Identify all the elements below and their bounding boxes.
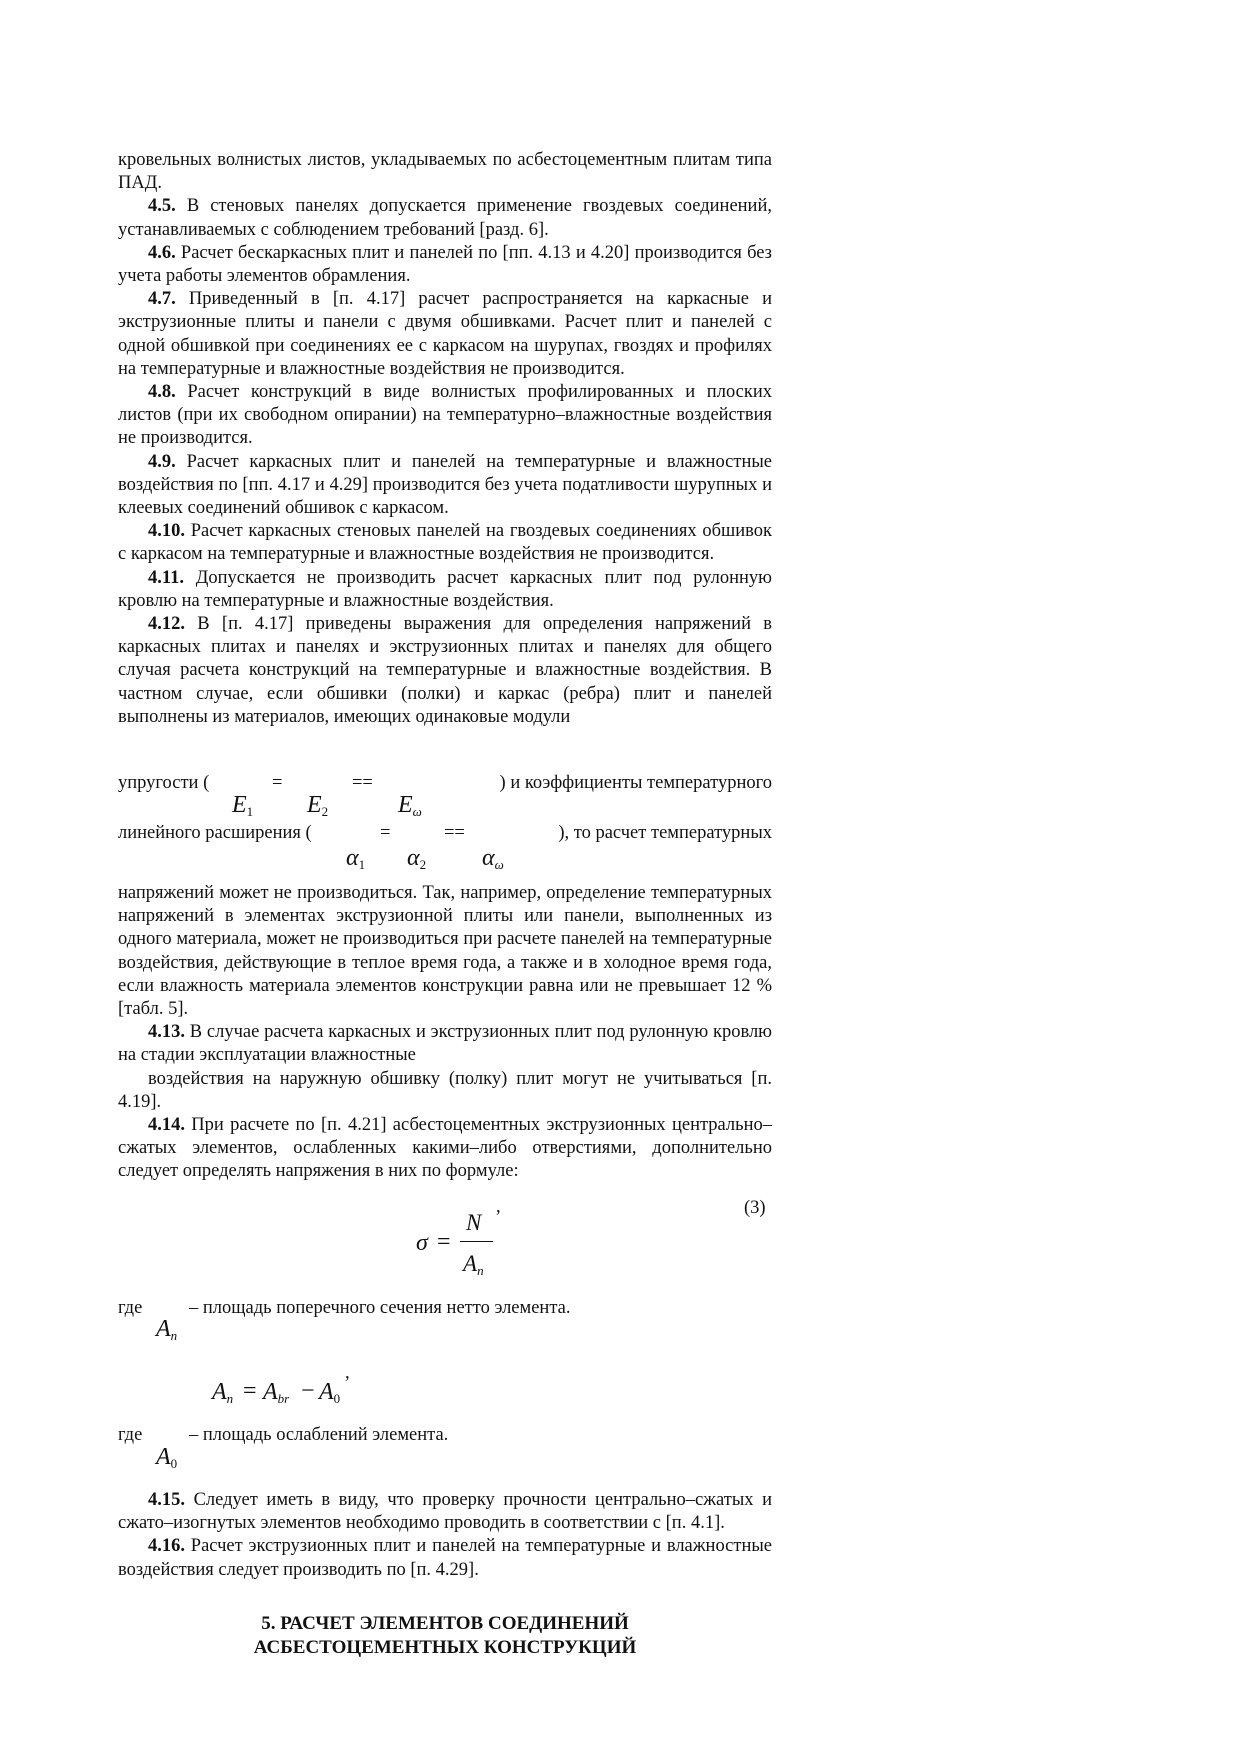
formula-3-denominator: An bbox=[463, 1251, 484, 1278]
formula-3-sigma: σ bbox=[416, 1230, 428, 1256]
line-elasticity-right: ) и коэффициенты температурного bbox=[499, 773, 772, 793]
where-1-label: где bbox=[118, 1298, 143, 1318]
line-elasticity-eq1: = bbox=[272, 773, 283, 793]
paragraph-4-13: 4.13. В случае расчета каркасных и экструзионных плит под рулонную кровлю на стадии эксплуатации влажностные bbox=[118, 1022, 772, 1066]
paragraph-4-5: 4.5. В стеновых панелях допускается применение гвоздевых соединений, устанавливаемых с соблюдением требований [разд. 6]. bbox=[118, 196, 772, 240]
formula-3-numerator: N bbox=[466, 1210, 482, 1235]
formula-3-equals: = bbox=[437, 1229, 451, 1255]
section-heading-5 bbox=[118, 1612, 772, 1659]
paragraph-4-8: 4.8. Расчет конструкций в виде волнистых профилированных и плоских листов (при их свободном опирании) на температурно–влажностные воздействия не производится. bbox=[118, 382, 772, 449]
line-expansion-eq2: == bbox=[444, 823, 465, 843]
line-elasticity-left: упругости ( bbox=[118, 773, 210, 793]
var-e1: E1 bbox=[232, 792, 254, 819]
formula-3-comma: , bbox=[496, 1197, 501, 1217]
line-expansion-right: ), то расчет температурных bbox=[558, 823, 772, 843]
paragraph-4-4-continued: кровельных волнистых листов, укладываемых по асбестоцементным плитам типа ПАД. bbox=[118, 150, 772, 194]
section-heading-line-1: 5. РАСЧЕТ ЭЛЕМЕНТОВ СОЕДИНЕНИЙ bbox=[261, 1613, 629, 1634]
paragraph-4-6: 4.6. Расчет бескаркасных плит и панелей по [пп. 4.13 и 4.20] производится без учета работы элементов обрамления. bbox=[118, 242, 772, 287]
paragraph-4-14: 4.14. При расчете по [п. 4.21] асбестоцементных экструзионных центрально–сжатых элементов, ослабленных какими–либо отверстиями, дополнительно следует определять напряжения в них по формуле: bbox=[118, 1115, 772, 1182]
where-1-var-an: An bbox=[156, 1316, 178, 1343]
formula-4-equals: = bbox=[243, 1378, 257, 1404]
formula-3-number: (3) bbox=[744, 1198, 766, 1218]
var-alpha2: α2 bbox=[407, 845, 427, 872]
formula-4-abr: Abr bbox=[263, 1379, 290, 1406]
paragraphs-block-2 bbox=[118, 882, 772, 1184]
formula-4-minus: − bbox=[301, 1378, 315, 1404]
formula-3-fraction-line bbox=[460, 1241, 493, 1242]
var-alpha-omega: αω bbox=[482, 845, 504, 872]
paragraphs-block-3 bbox=[118, 1489, 772, 1582]
var-alpha1: α1 bbox=[346, 845, 366, 872]
line-expansion-left: линейного расширения ( bbox=[118, 823, 312, 843]
formula-4-a0: A0 bbox=[319, 1379, 341, 1406]
paragraph-4-13-continued: воздействия на наружную обшивку (полку) плит могут не учитываться [п. 4.19]. bbox=[118, 1068, 772, 1112]
paragraph-4-10: 4.10. Расчет каркасных стеновых панелей на гвоздевых соединениях обшивок с каркасом на температурные и влажностные воздействия не производится. bbox=[118, 521, 772, 565]
line-elasticity-eq2: == bbox=[352, 773, 373, 793]
where-2-var-a0: A0 bbox=[156, 1444, 178, 1471]
formula-4-comma: , bbox=[345, 1363, 350, 1383]
where-2-text: – площадь ослаблений элемента. bbox=[189, 1425, 449, 1445]
var-e2: E2 bbox=[307, 792, 329, 819]
paragraph-4-15: 4.15. Следует иметь в виду, что проверку прочности центрально–сжатых и сжато–изогнутых элементов необходимо проводить в соответствии с [п. 4.1]. bbox=[118, 1490, 772, 1534]
paragraph-4-12: 4.12. В [п. 4.17] приведены выражения для определения напряжений в каркасных плитах и панелях и экструзионных плитах и панелях для общего случая расчета конструкций на температурные и влажностные воздействия. В частном случае, если обшивки (полки) и каркас (ребра) плит и панелей выполнены из материалов, имеющих одинаковые модули bbox=[118, 614, 772, 727]
section-heading-line-2: АСБЕСТОЦЕМЕНТНЫХ КОНСТРУКЦИЙ bbox=[253, 1636, 637, 1658]
paragraph-4-7: 4.7. Приведенный в [п. 4.17] расчет распространяется на каркасные и экструзионные плиты и панели с двумя обшивками. Расчет плит и панелей с одной обшивкой при соединениях ее с каркасом на шурупах, гвоздях и профилях на температурные и влажностные воздействия не производится. bbox=[118, 289, 772, 379]
paragraph-4-9: 4.9. Расчет каркасных плит и панелей на температурные и влажностные воздействия по [пп. 4.17 и 4.29] производится без учета податливости шурупных и клеевых соединений обшивок с каркасом. bbox=[118, 451, 772, 519]
paragraph-4-11: 4.11. Допускается не производить расчет каркасных плит под рулонную кровлю на температурные и влажностные воздействия. bbox=[118, 567, 772, 611]
paragraphs-block-1 bbox=[118, 149, 772, 729]
paragraph-4-12-continued: напряжений может не производиться. Так, например, определение температурных напряжений в элементах экструзионной плиты или панели, выполненных из одного материала, может не производиться при расчете панелей на температурные воздействия, действующие в теплое время года, а также и в холодное время года, если влажность материала элементов конструкции равна или не превышает 12 % [табл. 5]. bbox=[118, 883, 772, 1020]
formula-4-an: An bbox=[212, 1379, 234, 1406]
var-e-omega: Eω bbox=[398, 792, 422, 819]
where-1-text: – площадь поперечного сечения нетто элемента. bbox=[189, 1298, 571, 1318]
where-2-label: где bbox=[118, 1425, 143, 1445]
paragraph-4-16: 4.16. Расчет экструзионных плит и панелей на температурные и влажностные воздействия следует производить по [п. 4.29]. bbox=[118, 1536, 772, 1580]
line-expansion-eq1: = bbox=[380, 823, 391, 843]
